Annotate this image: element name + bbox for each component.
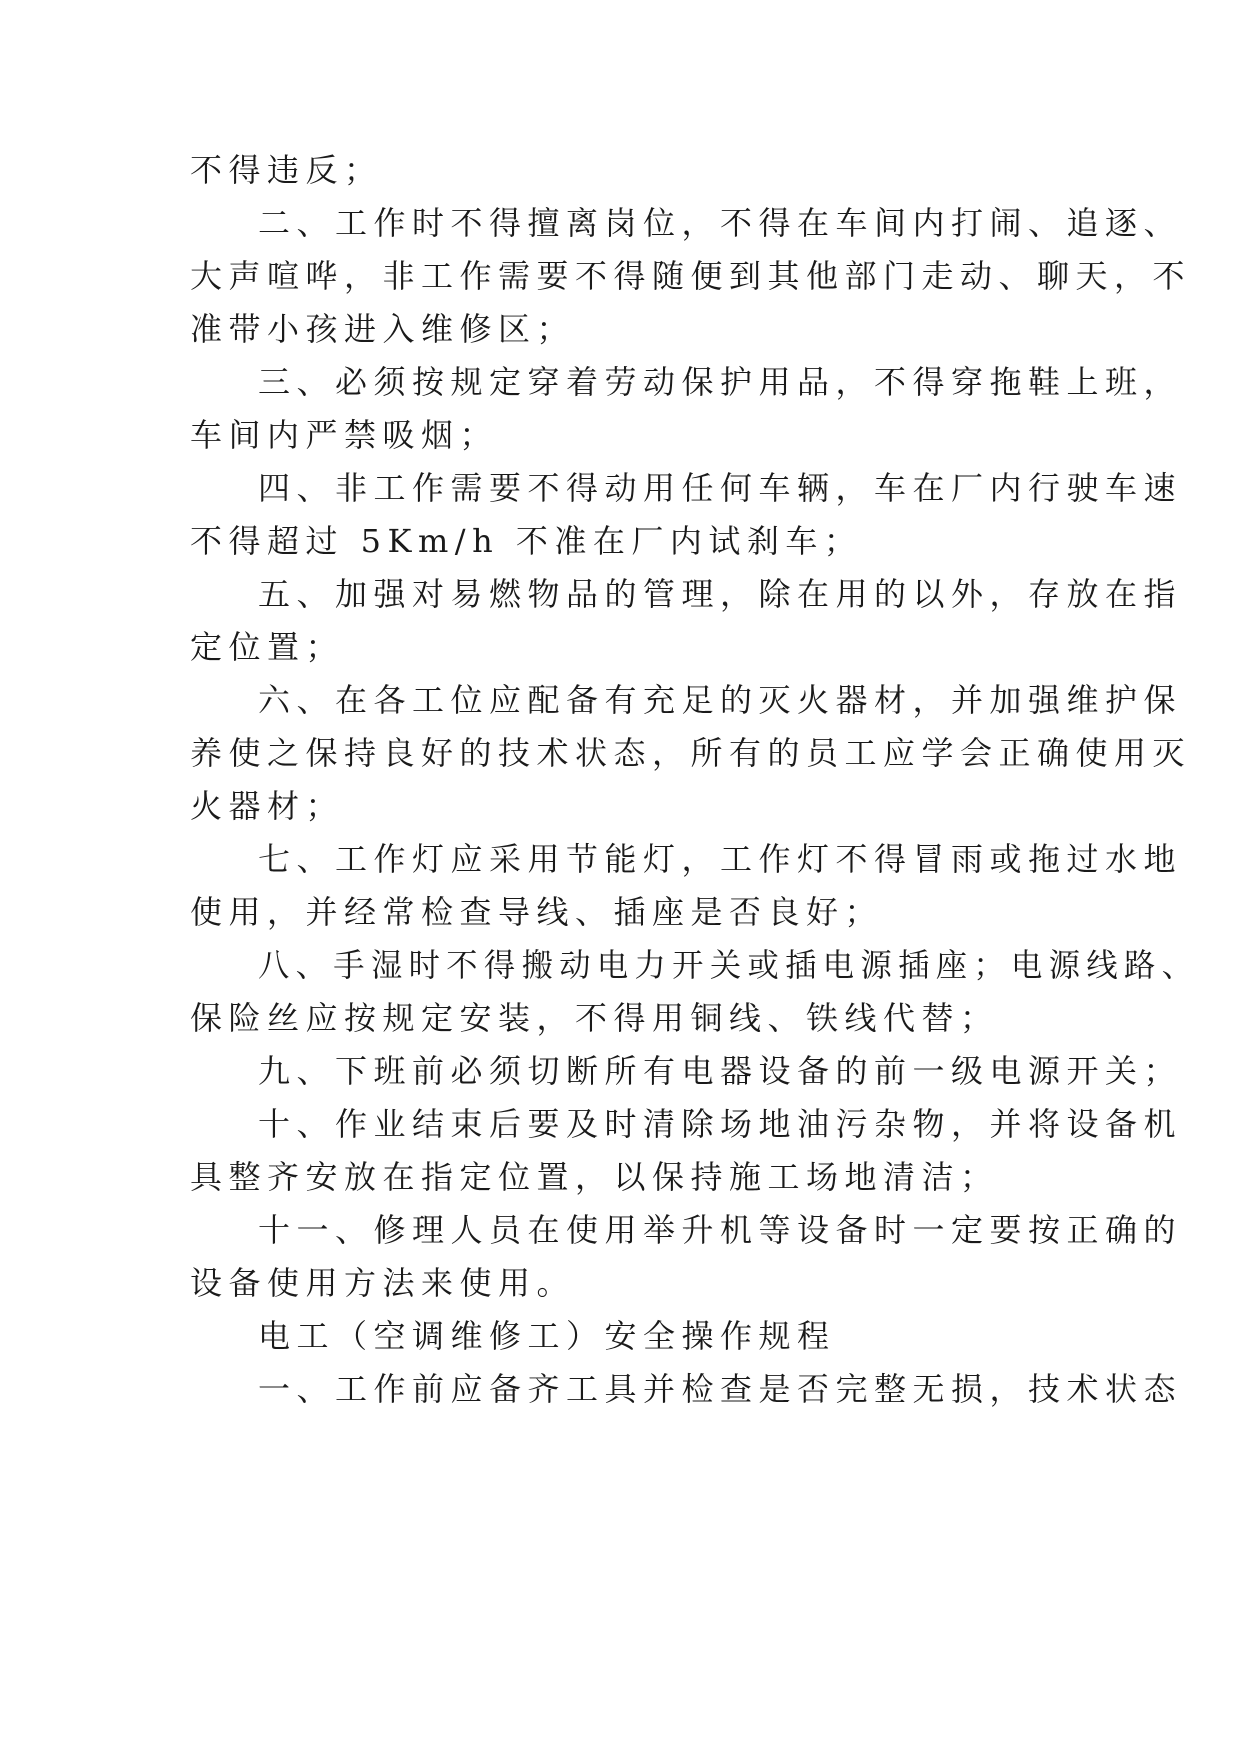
text-line-5: 三、必须按规定穿着劳动保护用品，不得穿拖鞋上班， bbox=[258, 363, 1183, 401]
text-line-2: 二、工作时不得擅离岗位，不得在车间内打闹、追逐、 bbox=[258, 204, 1183, 242]
section-heading: 电工（空调维修工）安全操作规程 bbox=[258, 1317, 836, 1355]
text-line-7: 四、非工作需要不得动用任何车辆，车在厂内行驶车速 bbox=[258, 469, 1183, 507]
text-line-3: 大声喧哗，非工作需要不得随便到其他部门走动、聊天，不 bbox=[190, 257, 1192, 295]
text-line-19: 十、作业结束后要及时清除场地油污杂物，并将设备机 bbox=[258, 1105, 1183, 1143]
text-line-13: 火器材； bbox=[190, 787, 345, 825]
text-line-9: 五、加强对易燃物品的管理，除在用的以外，存放在指 bbox=[258, 575, 1183, 613]
text-line-18: 九、下班前必须切断所有电器设备的前一级电源开关； bbox=[258, 1052, 1183, 1090]
text-line-24: 一、工作前应备齐工具并检查是否完整无损，技术状态 bbox=[258, 1370, 1183, 1408]
text-line-15: 使用，并经常检查导线、插座是否良好； bbox=[190, 893, 884, 931]
text-line-10: 定位置； bbox=[190, 628, 345, 666]
text-line-12: 养使之保持良好的技术状态，所有的员工应学会正确使用灭 bbox=[190, 734, 1192, 772]
text-line-1: 不得违反； bbox=[190, 151, 383, 189]
text-line-16: 八、手湿时不得搬动电力开关或插电源插座；电源线路、 bbox=[258, 946, 1200, 984]
text-line-4: 准带小孩进入维修区； bbox=[190, 310, 576, 348]
text-line-8: 不得超过 5Km/h 不准在厂内试刹车； bbox=[190, 522, 863, 560]
text-line-14: 七、工作灯应采用节能灯，工作灯不得冒雨或拖过水地 bbox=[258, 840, 1183, 878]
text-line-11: 六、在各工位应配备有充足的灭火器材，并加强维护保 bbox=[258, 681, 1183, 719]
text-line-21: 十一、修理人员在使用举升机等设备时一定要按正确的 bbox=[258, 1211, 1183, 1249]
text-line-6: 车间内严禁吸烟； bbox=[190, 416, 499, 454]
text-line-22: 设备使用方法来使用。 bbox=[190, 1264, 576, 1302]
text-line-17: 保险丝应按规定安装，不得用铜线、铁线代替； bbox=[190, 999, 999, 1037]
text-line-20: 具整齐安放在指定位置，以保持施工场地清洁； bbox=[190, 1158, 999, 1196]
